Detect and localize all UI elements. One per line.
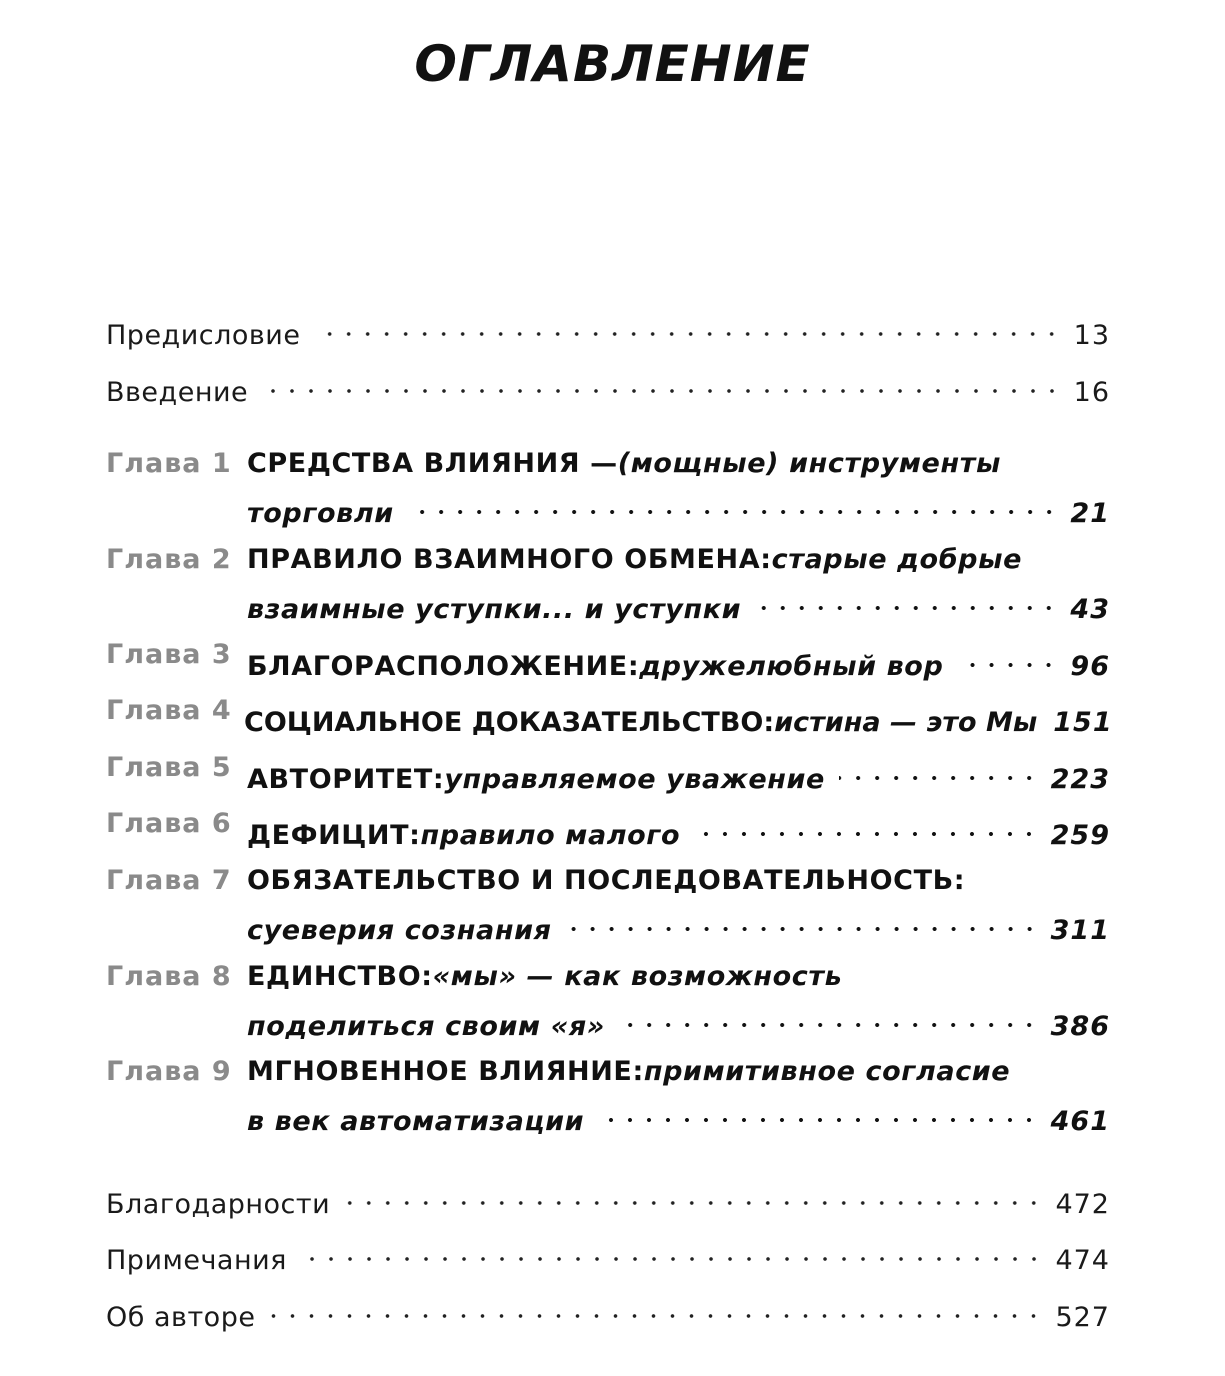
table-of-contents bbox=[106, 0, 1113, 1376]
chapter-heading: ПРАВИЛО ВЗАИМНОГО ОБМЕНА bbox=[247, 544, 761, 575]
chapter-label: Глава 4 bbox=[106, 695, 232, 726]
chapter-label: Глава 8 bbox=[106, 961, 232, 992]
toc-entry-acknowledgements[interactable] bbox=[106, 1173, 1110, 1220]
dot-leader bbox=[598, 1090, 1038, 1130]
chapter-heading: МГНОВЕННОЕ ВЛИЯНИЕ bbox=[247, 1056, 633, 1087]
dot-leader bbox=[694, 804, 1038, 844]
heading-separator: : bbox=[627, 651, 640, 682]
chapter-subtitle: старые добрые bbox=[771, 544, 1023, 575]
chapter-label: Глава 9 bbox=[106, 1056, 232, 1087]
chapter-subtitle: взаимные уступки... и уступки bbox=[247, 594, 742, 625]
dot-leader bbox=[262, 361, 1062, 401]
entry-label: Предисловие bbox=[106, 320, 301, 351]
chapter-subtitle: (мощные) инструменты bbox=[617, 448, 1001, 479]
dot-leader bbox=[957, 635, 1058, 675]
entry-label: Об авторе bbox=[106, 1302, 256, 1333]
chapter-page-number: 311 bbox=[1050, 915, 1110, 946]
toc-entry-about-author[interactable] bbox=[106, 1286, 1110, 1333]
toc-entry-notes[interactable] bbox=[106, 1229, 1110, 1276]
chapter-9-title-line[interactable] bbox=[247, 1052, 1110, 1092]
chapter-label: Глава 6 bbox=[106, 808, 232, 839]
entry-label: Благодарности bbox=[106, 1189, 331, 1220]
dot-leader bbox=[566, 899, 1039, 939]
dot-leader bbox=[839, 748, 1039, 788]
entry-label: Примечания bbox=[106, 1245, 287, 1276]
toc-entry-introduction[interactable] bbox=[106, 361, 1110, 408]
dot-leader bbox=[408, 482, 1059, 522]
chapter-7-subtitle-line[interactable] bbox=[247, 899, 1110, 946]
heading-separator: : bbox=[763, 707, 775, 738]
heading-separator: : bbox=[760, 544, 772, 575]
chapter-subtitle: суеверия сознания bbox=[247, 915, 552, 946]
chapter-heading: ЕДИНСТВО bbox=[247, 961, 422, 992]
chapter-heading: ОБЯЗАТЕЛЬСТВО И ПОСЛЕДОВАТЕЛЬНОСТЬ bbox=[247, 865, 954, 896]
heading-separator: : bbox=[432, 764, 445, 795]
chapter-page-number: 21 bbox=[1070, 498, 1110, 529]
chapter-page-number: 386 bbox=[1050, 1011, 1110, 1042]
page-title: ОГЛАВЛЕНИЕ bbox=[414, 35, 811, 93]
dot-leader bbox=[619, 995, 1039, 1035]
dot-leader bbox=[755, 578, 1058, 618]
chapter-label: Глава 2 bbox=[106, 544, 232, 575]
dot-leader bbox=[344, 1173, 1043, 1213]
chapter-2-title-line[interactable] bbox=[247, 540, 1110, 580]
heading-separator: : bbox=[421, 961, 433, 992]
entry-page-number: 472 bbox=[1055, 1189, 1110, 1220]
toc-entry-preface[interactable] bbox=[106, 304, 1110, 351]
chapter-2-subtitle-line[interactable] bbox=[247, 578, 1110, 625]
heading-separator: : bbox=[632, 1056, 644, 1087]
chapter-page-number: 96 bbox=[1070, 651, 1110, 682]
dot-leader bbox=[314, 304, 1061, 344]
chapter-1-subtitle-line[interactable] bbox=[247, 482, 1110, 529]
chapter-5-title-line[interactable] bbox=[247, 748, 1110, 795]
chapter-label: Глава 5 bbox=[106, 752, 232, 783]
chapter-8-title-line[interactable] bbox=[247, 957, 1110, 997]
chapter-subtitle: истина — это Мы bbox=[774, 707, 1038, 738]
dot-leader bbox=[301, 1229, 1044, 1269]
chapter-heading: БЛАГОРАСПОЛОЖЕНИЕ bbox=[247, 651, 628, 682]
chapter-1-title-line[interactable] bbox=[247, 444, 1110, 484]
chapter-page-number: 461 bbox=[1050, 1106, 1110, 1137]
chapter-page-number: 259 bbox=[1050, 820, 1110, 851]
heading-separator: : bbox=[953, 865, 966, 896]
heading-separator: : bbox=[409, 820, 421, 851]
chapter-subtitle: «мы» — как возможность bbox=[432, 961, 843, 992]
chapter-heading: АВТОРИТЕТ bbox=[247, 764, 433, 795]
entry-page-number: 527 bbox=[1055, 1302, 1110, 1333]
chapter-7-title-line[interactable] bbox=[247, 861, 1110, 901]
chapter-label: Глава 1 bbox=[106, 448, 232, 479]
chapter-9-subtitle-line[interactable] bbox=[247, 1090, 1110, 1137]
chapter-6-title-line[interactable] bbox=[247, 804, 1110, 851]
chapter-subtitle: в век автоматизации bbox=[247, 1106, 585, 1137]
entry-label: Введение bbox=[106, 377, 249, 408]
entry-page-number: 474 bbox=[1055, 1245, 1110, 1276]
chapter-page-number: 43 bbox=[1070, 594, 1110, 625]
chapter-subtitle: управляемое уважение bbox=[444, 764, 825, 795]
chapter-heading: СРЕДСТВА ВЛИЯНИЯ — bbox=[247, 448, 618, 479]
chapter-subtitle: дружелюбный вор bbox=[639, 651, 944, 682]
chapter-label: Глава 3 bbox=[106, 639, 232, 670]
chapter-subtitle: торговли bbox=[247, 498, 394, 529]
chapter-8-subtitle-line[interactable] bbox=[247, 995, 1110, 1042]
chapter-page-number: 151 bbox=[1053, 707, 1113, 738]
chapter-page-number: 223 bbox=[1050, 764, 1110, 795]
chapter-subtitle: примитивное согласие bbox=[643, 1056, 1011, 1087]
entry-page-number: 13 bbox=[1073, 320, 1110, 351]
chapter-4-title-line[interactable] bbox=[244, 691, 1113, 738]
chapter-heading: СОЦИАЛЬНОЕ ДОКАЗАТЕЛЬСТВО bbox=[244, 707, 764, 738]
entry-page-number: 16 bbox=[1073, 377, 1110, 408]
dot-leader bbox=[269, 1286, 1043, 1326]
chapter-3-title-line[interactable] bbox=[247, 635, 1110, 682]
chapter-subtitle: правило малого bbox=[420, 820, 681, 851]
chapter-subtitle: поделиться своим «я» bbox=[247, 1011, 605, 1042]
chapter-label: Глава 7 bbox=[106, 865, 232, 896]
chapter-heading: ДЕФИЦИТ bbox=[247, 820, 410, 851]
